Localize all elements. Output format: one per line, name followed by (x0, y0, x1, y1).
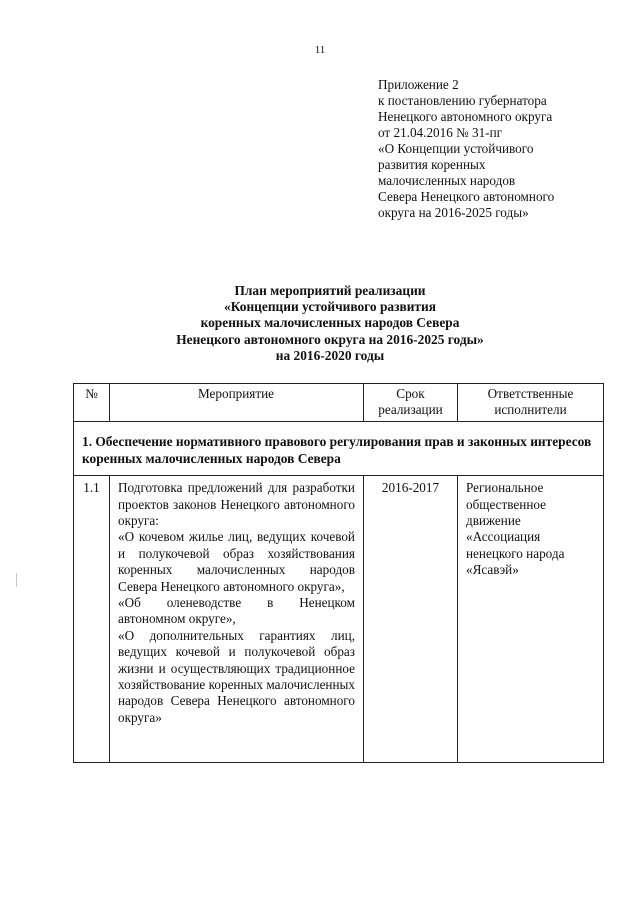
row-event (110, 476, 364, 763)
page-number: 11 (314, 44, 326, 56)
plan-table (73, 383, 604, 763)
row-number: 1.1 (74, 476, 110, 763)
appendix-line: «О Концепции устойчивого (378, 141, 534, 156)
table-header-row (74, 384, 604, 422)
table-row (74, 476, 604, 763)
appendix-line: к постановлению губернатора (378, 93, 547, 108)
appendix-line: развития коренных (378, 157, 486, 172)
appendix-line: Ненецкого автономного округа (378, 109, 553, 124)
event-paragraph: «О дополнительных гарантиях лиц, ведущих кочевой и полукочевой образ жизни и осуществляющих традиционное хозяйствование коренных малочисленных народов Севера Ненецкого автономного округа» (118, 627, 355, 725)
header-responsible-line: исполнители (494, 402, 567, 417)
responsible-line: Региональное (466, 480, 544, 496)
section-title: 1. Обеспечение нормативного правового регулирования прав и законных интересов коренных малочисленных народов Севера (74, 422, 604, 476)
responsible-line: общественное (466, 496, 546, 512)
responsible-line: «Ясавэй» (466, 562, 519, 578)
section-row (74, 422, 604, 476)
header-term (364, 384, 458, 422)
appendix-block (378, 77, 618, 221)
header-event: Мероприятие (110, 384, 364, 422)
responsible-line: движение (466, 513, 521, 528)
appendix-line: округа на 2016-2025 годы» (378, 205, 529, 220)
appendix-line: Севера Ненецкого автономного (378, 189, 555, 204)
plan-title (60, 283, 600, 364)
row-responsible (458, 476, 604, 763)
plan-title-line: План мероприятий реализации (234, 283, 426, 298)
appendix-line: малочисленных народов (378, 173, 516, 188)
plan-title-line: на 2016-2020 годы (275, 347, 385, 363)
responsible-line: «Ассоциация (466, 529, 541, 545)
header-term-line: реализации (378, 402, 443, 417)
plan-title-line: коренных малочисленных народов Севера (200, 315, 460, 331)
header-number: № (74, 384, 110, 422)
appendix-line: от 21.04.2016 № 31-пг (378, 125, 503, 140)
plan-title-line: «Концепции устойчивого развития (224, 299, 436, 315)
responsible-line: ненецкого народа (466, 545, 565, 561)
header-responsible (458, 384, 604, 422)
header-term-line: Срок (396, 386, 425, 401)
event-paragraph: «О кочевом жилье лиц, ведущих кочевой и полукочевой образ хозяйствования коренных малочисленных народов Севера Ненецкого автономного округа», (118, 529, 355, 594)
appendix-line: Приложение 2 (378, 77, 459, 92)
event-paragraph: Подготовка предложений для разработки проектов законов Ненецкого автономного округа: (118, 480, 355, 528)
plan-title-line: Ненецкого автономного округа на 2016-2025 годы» (176, 331, 484, 347)
event-paragraph: «Об оленеводстве в Ненецком автономном округе», (118, 595, 355, 627)
scan-artifact (16, 573, 17, 587)
header-responsible-line: Ответственные (487, 386, 574, 401)
row-term: 2016-2017 (364, 476, 458, 763)
